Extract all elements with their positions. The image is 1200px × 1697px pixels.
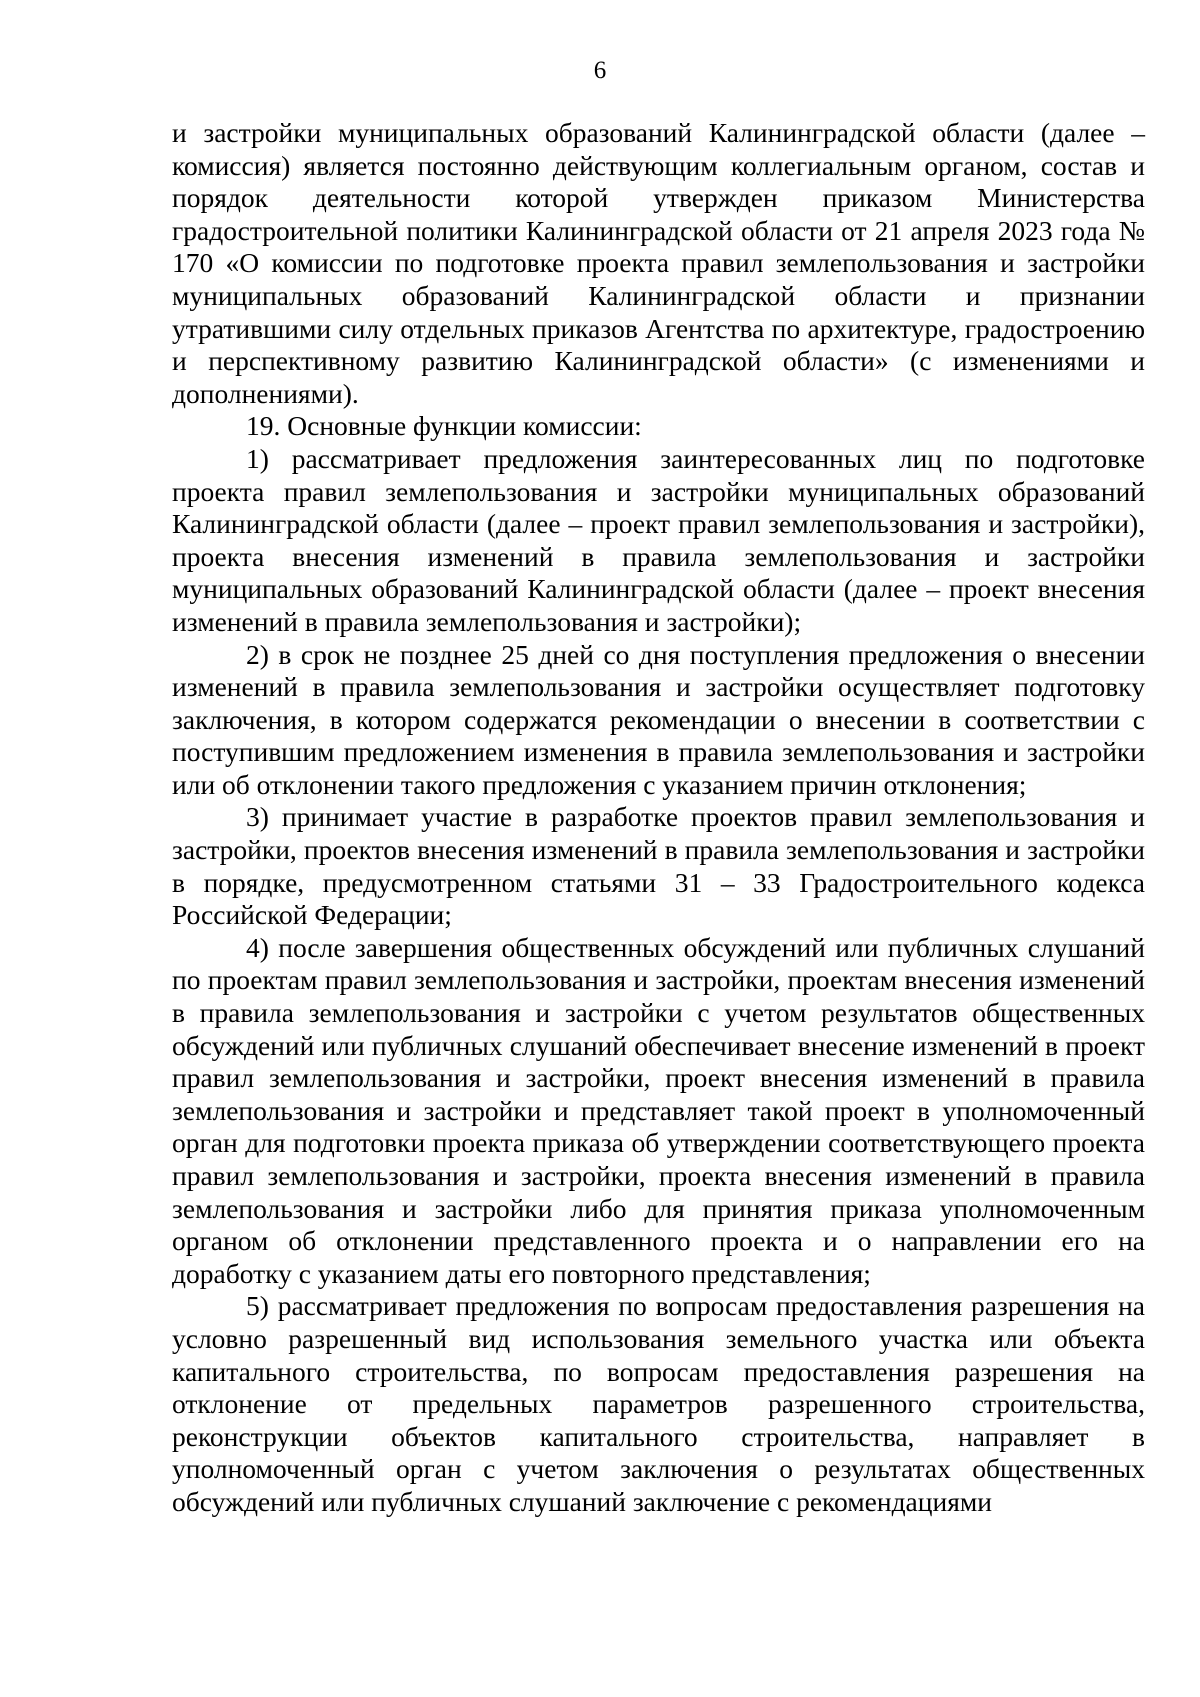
paragraph-item-19-4: 4) после завершения общественных обсуждений или публичных слушаний по проектам правил землепользования и застройки, проектам внесения изменений в правила землепользования и застройки с учетом результатов общественных обсуждений или публичных слушаний обеспечивает внесение изменений в проект правил землепользования и застройки, проект внесения изменений в правила землепользования и застройки и представляет такой проект в уполномоченный орган для подготовки проекта приказа об утверждении соответствующего проекта правил землепользования и застройки, проекта внесения изменений в правила землепользования и застройки либо для принятия приказа уполномоченным органом об отклонении представленного проекта и о направлении его на доработку с указанием даты его повторного представления; [172, 931, 1145, 1289]
paragraph-intro: и застройки муниципальных образований Калининградской области (далее – комиссия) является постоянно действующим коллегиальным органом, состав и порядок деятельности которой утвержден приказом Министерства градостроительной политики Калининградской области от 21 апреля 2023 года № 170 «О комиссии по подготовке проекта правил землепользования и застройки муниципальных образований Калининградской области и признании утратившими силу отдельных приказов Агентства по архитектуре, градостроению и перспективному развитию Калининградской области» (с изменениями и дополнениями). [172, 117, 1145, 409]
paragraph-item-19-3: 3) принимает участие в разработке проектов правил землепользования и застройки, проектов внесения изменений в правила землепользования и застройки в порядке, предусмотренном статьями 31 – 33 Градостроительного кодекса Российской Федерации; [172, 801, 1145, 931]
paragraph-item-19-5: 5) рассматривает предложения по вопросам предоставления разрешения на условно разрешенный вид использования земельного участка или объекта капитального строительства, по вопросам предоставления разрешения на отклонение от предельных параметров разрешенного строительства, реконструкции объектов капитального строительства, направляет в уполномоченный орган с учетом заключения о результатах общественных обсуждений или публичных слушаний заключение с рекомендациями [172, 1290, 1145, 1517]
paragraph-item-19-2: 2) в срок не позднее 25 дней со дня поступления предложения о внесении изменений в правила землепользования и застройки осуществляет подготовку заключения, в котором содержатся рекомендации о внесении в соответствии с поступившим предложением изменения в правила землепользования и застройки или об отклонении такого предложения с указанием причин отклонения; [172, 638, 1145, 800]
paragraph-item-19: 19. Основные функции комиссии: [246, 410, 642, 442]
page-number: 6 [593, 57, 607, 84]
paragraph-item-19-1: 1) рассматривает предложения заинтересованных лиц по подготовке проекта правил землепользования и застройки муниципальных образований Калининградской области (далее – проект правил землепользования и застройки), проекта внесения изменений в правила землепользования и застройки муниципальных образований Калининградской области (далее – проект внесения изменений в правила землепользования и застройки); [172, 442, 1145, 637]
document-body [172, 117, 1145, 1519]
